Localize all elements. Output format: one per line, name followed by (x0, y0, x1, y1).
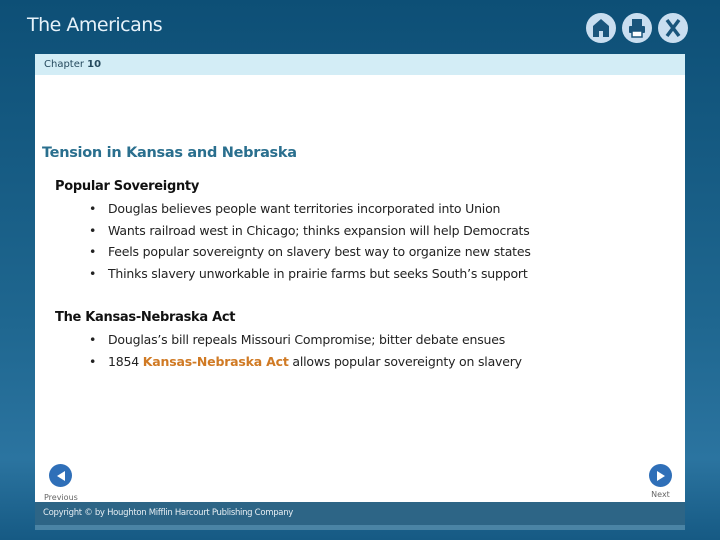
previous-label: Previous (44, 493, 78, 502)
list-item: • Wants railroad west in Chicago; thinks expansion will help Democrats (89, 223, 531, 245)
list-item: • Douglas believes people want territories incorporated into Union (89, 201, 531, 223)
chapter-bar (35, 54, 685, 75)
chapter-label: Chapter (44, 59, 84, 70)
bullet-list (89, 332, 522, 375)
list-item: • Thinks slavery unworkable in prairie farms but seeks South’s support (89, 266, 531, 288)
list-item: • Feels popular sovereignty on slavery best way to organize new states (89, 244, 531, 266)
text: 1854 (108, 353, 143, 369)
arrow-left-icon (55, 470, 67, 482)
next-label: Next (651, 490, 670, 499)
slide-panel (35, 54, 685, 530)
chapter-number: 10 (87, 59, 102, 70)
list-item: • Douglas’s bill repeals Missouri Compromise; bitter debate ensues (89, 332, 522, 354)
key-term-link[interactable]: Kansas-Nebraska Act (142, 353, 289, 369)
arrow-right-icon (655, 470, 667, 482)
bullet-list (89, 201, 531, 288)
footer-strip (35, 525, 685, 530)
slide-title: Tension in Kansas and Nebraska (42, 145, 297, 161)
section-heading: Popular Sovereignty (55, 179, 200, 194)
list-item (89, 354, 522, 376)
app-title: The Americans (27, 14, 163, 36)
close-button[interactable] (658, 13, 688, 43)
text: allows popular sovereignty on slavery (288, 353, 522, 369)
next-button[interactable] (649, 464, 672, 499)
print-icon (628, 18, 646, 38)
home-icon (592, 18, 610, 38)
previous-button[interactable] (44, 464, 78, 502)
section-heading: The Kansas-Nebraska Act (55, 310, 236, 325)
home-button[interactable] (586, 13, 616, 43)
print-button[interactable] (622, 13, 652, 43)
close-icon (664, 18, 682, 38)
footer: Copyright © by Houghton Mifflin Harcourt Publishing Company (35, 502, 685, 525)
